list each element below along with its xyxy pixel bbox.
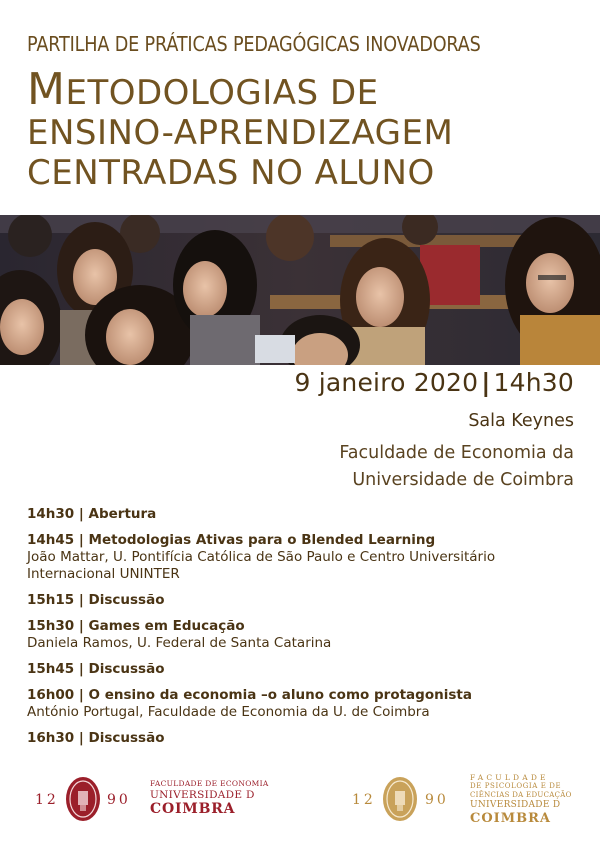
program-detail: João Mattar, U. Pontifícia Católica de São Paulo e Centro Universitário Internacional UNINTER <box>27 549 496 582</box>
fp-seal-year-right: 90 <box>425 792 449 808</box>
program-title: Discussão <box>88 730 165 746</box>
venue-line-2: Universidade de Coimbra <box>352 470 574 490</box>
program-time: 16h30 <box>27 730 75 746</box>
fe-seal-year-left: 12 <box>35 792 59 808</box>
fp-logo-line3: CIÊNCIAS DA EDUCAÇÃO <box>470 791 572 799</box>
fp-logo-line4: UNIVERSIDADE D <box>470 800 561 810</box>
title-line-3: CENTRADAS NO ALUNO <box>27 153 435 193</box>
program-title: Metodologias Ativas para o Blended Learning <box>88 532 436 548</box>
program-title: Games em Educação <box>88 618 245 634</box>
program-item: 15h30 | Games em Educação Daniela Ramos, U. Federal de Santa Catarina <box>27 618 587 652</box>
program-title: O ensino da economia –o aluno como protagonista <box>88 687 472 703</box>
fp-seal-icon <box>381 775 419 823</box>
program-item: 16h30 | Discussão <box>27 730 165 746</box>
fe-seal-icon <box>64 775 102 823</box>
fe-logo-line3: COIMBRA <box>150 801 236 817</box>
fe-logo-line2: UNIVERSIDADE D <box>150 789 255 801</box>
program-detail: Daniela Ramos, U. Federal de Santa Catarina <box>27 635 332 651</box>
program-title: Discussão <box>88 661 165 677</box>
fp-logo-line5: COIMBRA <box>470 811 552 826</box>
title-line-2: ENSINO-APRENDIZAGEM <box>27 113 454 153</box>
venue-line-1: Faculdade de Economia da <box>339 443 574 463</box>
program-title: Abertura <box>88 506 157 522</box>
date-time-separator: | <box>481 368 491 397</box>
fp-logo-line2: DE PSICOLOGIA E DE <box>470 782 562 790</box>
program-item: 15h15 | Discussão <box>27 592 165 608</box>
program-item: 15h45 | Discussão <box>27 661 165 677</box>
program-time: 14h45 <box>27 532 75 548</box>
students-photo <box>0 215 600 365</box>
footer-logos <box>0 765 600 835</box>
program-detail: António Portugal, Faculdade de Economia da U. de Coimbra <box>27 704 430 720</box>
program-time: 16h00 <box>27 687 75 703</box>
program-title: Discussão <box>88 592 165 608</box>
students-photo-illustration <box>0 215 600 365</box>
event-time: 14h30 <box>493 368 574 397</box>
program-item: 14h45 | Metodologias Ativas para o Blended Learning João Mattar, U. Pontifícia Católica de São Paulo e Centro Universitário Internacional UNINTER <box>27 532 587 583</box>
event-venue <box>339 440 574 494</box>
fe-logo-line1: FACULDADE DE ECONOMIA <box>150 779 269 788</box>
event-date-time <box>295 368 575 397</box>
event-date: 9 janeiro 2020 <box>294 368 479 397</box>
fe-seal-year-right: 90 <box>107 792 131 808</box>
program-time: 15h15 <box>27 592 75 608</box>
program-time: 14h30 <box>27 506 75 522</box>
event-room: Sala Keynes <box>468 411 574 431</box>
program-time: 15h30 <box>27 618 75 634</box>
fp-seal-year-left: 12 <box>352 792 376 808</box>
program-time: 15h45 <box>27 661 75 677</box>
title-line-1: METODOLOGIAS DE <box>27 64 379 115</box>
fp-logo-line1: FACULDADE <box>470 773 549 782</box>
program-list <box>27 506 587 756</box>
program-item: 16h00 | O ensino da economia –o aluno como protagonista António Portugal, Faculdade de Economia da U. de Coimbra <box>27 687 587 721</box>
program-item: 14h30 | Abertura <box>27 506 157 522</box>
event-kicker: PARTILHA DE PRÁTICAS PEDAGÓGICAS INOVADORAS <box>27 32 481 56</box>
event-title <box>27 64 587 193</box>
